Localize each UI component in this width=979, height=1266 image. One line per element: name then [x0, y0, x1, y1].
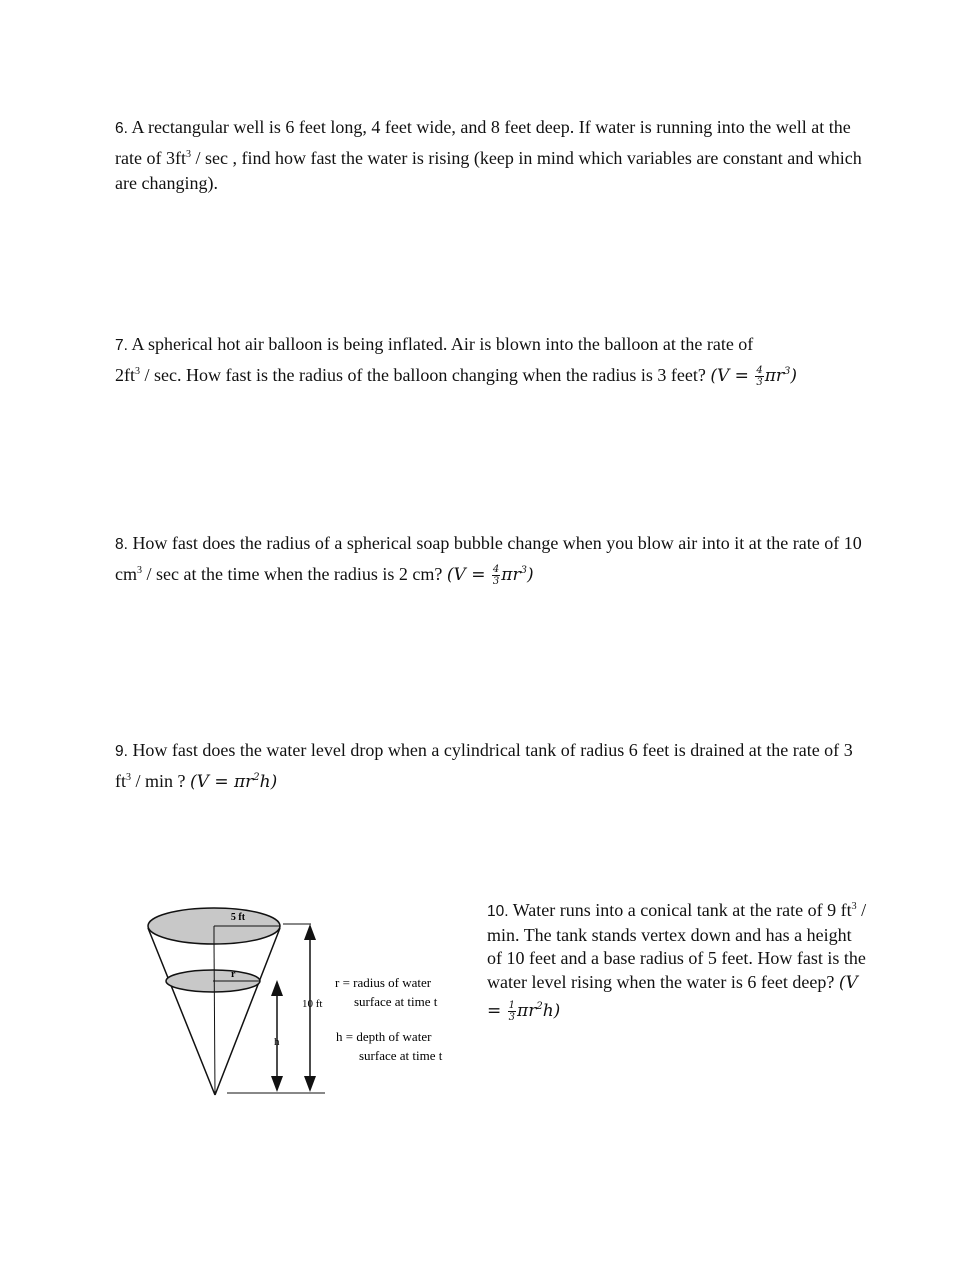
- problem-text: A spherical hot air balloon is being inflated. Air is blown into the balloon at the rate of: [127, 334, 754, 354]
- rate-unit: / sec: [140, 364, 177, 385]
- cone-right-side: [215, 928, 280, 1095]
- r-label: r: [231, 969, 236, 980]
- problem-text-cont: . The tank stands vertex down and has a height of 10 feet and a base radius of 5 feet. How fast is the water level rising when the water is 6 feet deep?: [487, 924, 866, 992]
- top-radius-label: 5 ft: [230, 912, 246, 923]
- rate-value: 9 ft: [827, 900, 852, 920]
- fraction: $\frac{4}{3}$: [756, 364, 763, 388]
- fraction: $\frac{4}{3}$: [492, 563, 500, 587]
- rate-exponent: 3: [135, 365, 140, 377]
- volume-formula: (V = $\frac{4}{3}$ $\pi r^3$): [446, 563, 534, 587]
- volume-formula: (V = $\frac{1}{3}$ $\pi r^2h$): [487, 972, 858, 1023]
- problem-8: [115, 531, 865, 588]
- rate-unit: / min: [487, 900, 867, 945]
- problem-text: How fast does the water level drop when a cylindrical tank of radius 6 feet is drained at the rate of: [127, 740, 844, 760]
- problem-text-cont: . How fast is the radius of the balloon changing when the radius is 3 feet?: [176, 364, 711, 385]
- problem-10: [487, 895, 867, 1024]
- problem-number: 7.: [115, 337, 128, 354]
- rate-exponent: 3: [137, 564, 142, 576]
- problem-text-cont: , find how fast the water is rising (keep in mind which variables are constant and which are changing).: [115, 147, 862, 193]
- legend-h-line1: h = depth of water: [336, 1029, 432, 1044]
- problem-text: How fast does the radius of a spherical soap bubble change when you blow air into it at the rate of: [127, 533, 844, 553]
- problem-text-cont: ?: [173, 770, 191, 791]
- legend-r-line2: surface at time t: [354, 994, 438, 1009]
- problem-number: 9.: [115, 743, 128, 760]
- rate-value: 2ft: [115, 364, 135, 385]
- legend-r-line1: r = radius of water: [335, 975, 432, 990]
- problem-9: [115, 738, 865, 795]
- cone-left-side: [148, 928, 215, 1095]
- h-label: h: [274, 1036, 280, 1048]
- rate-exponent: 3: [185, 148, 191, 160]
- volume-formula: $(V = \pi r^2h)$: [190, 771, 278, 792]
- problem-text: Water runs into a conical tank at the rate of: [508, 900, 828, 920]
- problem-number: 10.: [487, 903, 509, 920]
- rate-unit: / sec: [190, 147, 228, 168]
- rate-unit: / min: [131, 770, 174, 791]
- rate-value: 10 cm: [115, 533, 862, 584]
- rate-unit: / sec: [142, 563, 179, 584]
- height-label: 10 ft: [302, 998, 323, 1010]
- problem-number: 8.: [115, 536, 128, 553]
- rate-value: 3ft: [165, 147, 186, 168]
- problem-text-cont: at the time when the radius is 2 cm?: [178, 563, 447, 584]
- problem-6: [115, 115, 865, 197]
- volume-formula: (V = $\frac{4}{3}$ $\pi r^3$): [710, 364, 798, 388]
- cone-diagram: [135, 893, 475, 1108]
- rate-exponent: 3: [851, 901, 857, 912]
- legend-h-line2: surface at time t: [359, 1048, 443, 1063]
- problem-text: A rectangular well is 6 feet long, 4 feet wide, and 8 feet deep. If water is running into the well at the rate of: [115, 117, 851, 168]
- problem-number: 6.: [115, 120, 128, 137]
- rate-exponent: 3: [126, 771, 131, 783]
- problem-7: [115, 332, 865, 389]
- rate-value: 3 ft: [115, 740, 853, 791]
- fraction: $\frac{1}{3}$: [508, 1000, 516, 1023]
